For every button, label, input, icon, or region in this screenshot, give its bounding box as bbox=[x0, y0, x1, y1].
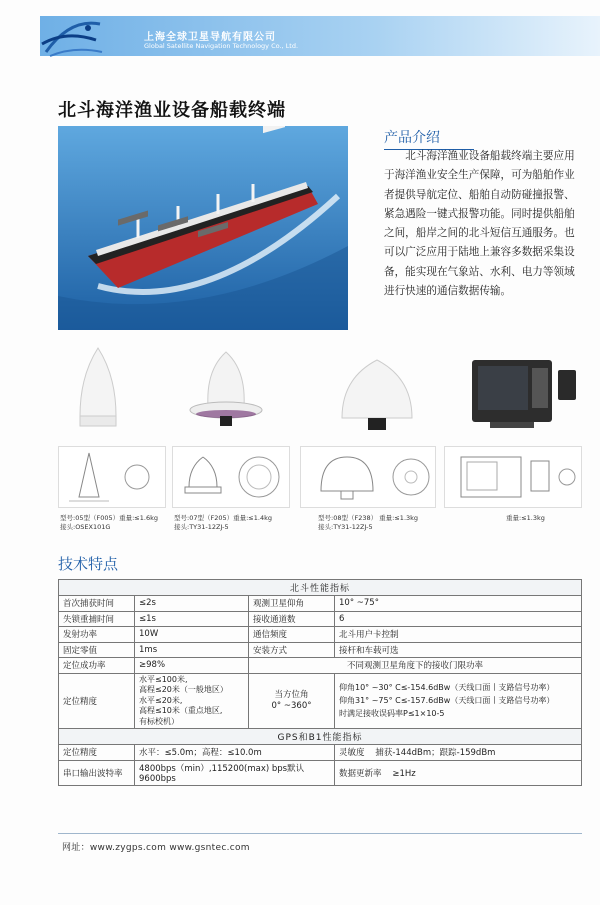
antenna-07-image bbox=[188, 350, 264, 430]
spec-label: 串口输出波特率 bbox=[59, 760, 135, 785]
azimuth-label: 当方位角 bbox=[274, 689, 309, 700]
table-row bbox=[59, 760, 582, 785]
spec-table bbox=[58, 579, 582, 786]
table-row bbox=[59, 658, 582, 674]
spec-value: 北斗用户卡控制 bbox=[335, 627, 582, 643]
product-caption-07: 型号:07型（F205）重量:≤1.4kg 接头:TY31-12ZJ-5 bbox=[174, 514, 272, 531]
spec-value: ≤1s bbox=[135, 611, 249, 627]
product-caption-08: 型号:08型（F238） 重量:≤1.3kg 接头:TY31-12ZJ-5 bbox=[318, 514, 419, 531]
elevation-line: 时满足接收误码率P≤1×10-5 bbox=[339, 709, 445, 719]
spec-value: ≤2s bbox=[135, 596, 249, 612]
spec-value: 1ms bbox=[135, 642, 249, 658]
footer-website[interactable]: 网址：www.zygps.com www.gsntec.com bbox=[62, 843, 250, 853]
antenna-08-image bbox=[340, 358, 414, 434]
spec-value: 接杆和车载可选 bbox=[335, 642, 582, 658]
table-row bbox=[59, 611, 582, 627]
table-row bbox=[59, 627, 582, 643]
tech-section-title: 技术特点 bbox=[58, 555, 119, 573]
elevation-line: 仰角10° ~30° C≤-154.6dBw（天线口面丨支路信号功率） bbox=[339, 683, 555, 693]
spec-label: 固定零值 bbox=[59, 642, 135, 658]
spec-value: 10W bbox=[135, 627, 249, 643]
spec-label: 定位成功率 bbox=[59, 658, 135, 674]
company-name-cn: 上海全球卫星导航有限公司 bbox=[144, 32, 276, 43]
header-banner bbox=[40, 16, 600, 56]
product-caption-display: 重量:≤1.3kg bbox=[506, 514, 545, 522]
spec-value: 水平≤100米, 高程≤20米（一般地区） 水平≤20米, 高程≤10米（重点地区, 有标校机） bbox=[135, 673, 249, 729]
spec-value: ≥1Hz bbox=[392, 768, 416, 779]
spec-pair-cell bbox=[335, 760, 582, 785]
table-row bbox=[59, 596, 582, 612]
spec-label: 失锁重捕时间 bbox=[59, 611, 135, 627]
display-terminal-image bbox=[470, 356, 582, 430]
spec-value: 10° ~75° bbox=[335, 596, 582, 612]
product-caption-05: 型号:05型（F005）重量:≤1.6kg 接头:OSEX101G bbox=[60, 514, 158, 531]
spec-label: 通信频度 bbox=[249, 627, 335, 643]
spec-section-beidou: 北斗性能指标 bbox=[59, 580, 582, 596]
spec-label: 定位精度 bbox=[59, 745, 135, 761]
spec-value: ≥98% bbox=[135, 658, 249, 674]
spec-pair-cell bbox=[335, 745, 582, 761]
footer-divider bbox=[58, 833, 582, 834]
spec-label: 数据更新率 bbox=[339, 768, 382, 779]
ship-photo bbox=[58, 126, 348, 330]
spec-label: 发射功率 bbox=[59, 627, 135, 643]
table-row bbox=[59, 642, 582, 658]
elevation-cell bbox=[335, 673, 582, 729]
spec-section-gps: GPS和B1性能指标 bbox=[59, 729, 582, 745]
spec-label: 观测卫星仰角 bbox=[249, 596, 335, 612]
spec-label: 首次捕获时间 bbox=[59, 596, 135, 612]
spec-label: 安装方式 bbox=[249, 642, 335, 658]
spec-label: 定位精度 bbox=[59, 673, 135, 729]
spec-value: 捕获-144dBm；跟踪-159dBm bbox=[375, 748, 496, 759]
spec-value: 水平：≤5.0m；高程：≤10.0m bbox=[135, 745, 335, 761]
page-title: 北斗海洋渔业设备船载终端 bbox=[58, 100, 286, 121]
table-row bbox=[59, 673, 582, 729]
elevation-line: 仰角31° ~75° C≤-157.6dBw（天线口面丨支路信号功率） bbox=[339, 696, 555, 706]
antenna-05-image bbox=[76, 346, 120, 432]
drawing-07 bbox=[172, 446, 290, 508]
spec-label: 接收通道数 bbox=[249, 611, 335, 627]
azimuth-cell bbox=[249, 673, 335, 729]
drawing-08 bbox=[300, 446, 436, 508]
intro-title: 产品介绍 bbox=[384, 127, 440, 147]
spec-value: 4800bps（min）,115200(max) bps默认9600bps bbox=[135, 760, 335, 785]
company-logo-icon bbox=[40, 16, 104, 60]
drawing-display bbox=[444, 446, 582, 508]
spec-label: 灵敏度 bbox=[339, 748, 365, 759]
intro-text: 北斗海洋渔业设备船载终端主要应用于海洋渔业安全生产保障，可为船舶作业者提供导航定位、船舶自动防碰撞报警、紧急遇险一键式报警功能。同时提供船舶之间，船岸之间的北斗短信互通服务。也可以广泛应用于陆地上兼容多数据采集设备，能实现在气象站、水利、电力等领域进行快速的通信数据传输。 bbox=[384, 150, 575, 298]
azimuth-value: 0° ~360° bbox=[271, 700, 312, 711]
drawing-05 bbox=[58, 446, 166, 508]
spec-value: 6 bbox=[335, 611, 582, 627]
table-row bbox=[59, 745, 582, 761]
company-name-en: Global Satellite Navigation Technology Co., Ltd. bbox=[144, 42, 299, 50]
spec-note: 不同观测卫星角度下的接收门限功率 bbox=[249, 658, 582, 674]
